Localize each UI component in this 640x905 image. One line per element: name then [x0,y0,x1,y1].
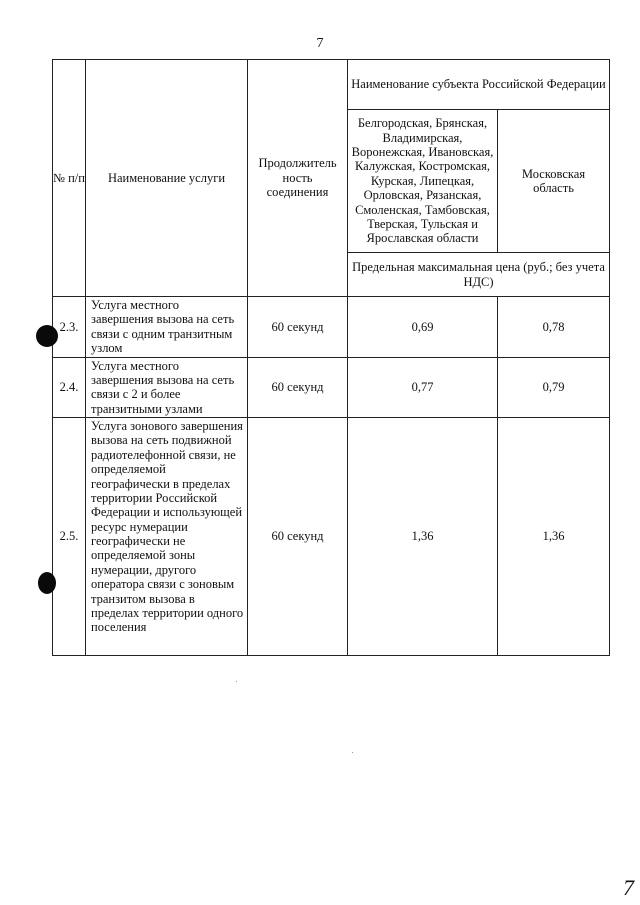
punch-hole-bottom [38,572,56,594]
handwritten-page-mark: 7 [623,875,634,900]
table-header-row [53,60,610,110]
row-price-regions: 1,36 [348,418,498,656]
row-num: 2.5. [53,418,86,656]
row-duration: 60 секунд [248,297,348,358]
scan-speck [352,752,353,753]
table-row [53,418,610,656]
row-price-moscow: 0,79 [498,357,610,418]
row-price-regions: 0,77 [348,357,498,418]
header-subject: Наименование субъекта Российской Федерации [348,60,610,110]
table-row [53,297,610,358]
page-number: 7 [316,36,324,51]
row-price-moscow: 1,36 [498,418,610,656]
header-num: № п/п [53,60,86,297]
row-num: 2.3. [53,297,86,358]
header-price-caption: Предельная максимальная цена (руб.; без учета НДС) [348,253,610,297]
header-duration: Продолжитель ность соединения [248,60,348,297]
punch-hole-top [36,325,58,347]
row-price-regions: 0,69 [348,297,498,358]
table-row [53,357,610,418]
row-duration: 60 секунд [248,357,348,418]
header-moscow-region: Московская область [498,110,610,253]
scan-speck [236,681,237,682]
row-price-moscow: 0,78 [498,297,610,358]
tariff-table [52,59,610,656]
row-duration: 60 секунд [248,418,348,656]
row-service: Услуга местного завершения вызова на сеть связи с одним транзитным узлом [86,297,248,358]
row-service: Услуга зонового завершения вызова на сеть подвижной радиотелефонной связи, не определяемой географически в пределах территории Российской Федерации и использующей ресурс нумерации географически не определяемой зоны нумерации, другого оператора связи с зоновым транзитом вызова в пределах территории одного поселения [86,418,248,656]
row-service: Услуга местного завершения вызова на сеть связи с 2 и более транзитными узлами [86,357,248,418]
header-regions-group: Белгородская, Брянская, Владимирская, Воронежская, Ивановская, Калужская, Костромская, Курская, Липецкая, Орловская, Рязанская, Смоленская, Тамбовская, Тверская, Тульская и Ярославская области [348,110,498,253]
header-service: Наименование услуги [86,60,248,297]
row-num: 2.4. [53,357,86,418]
